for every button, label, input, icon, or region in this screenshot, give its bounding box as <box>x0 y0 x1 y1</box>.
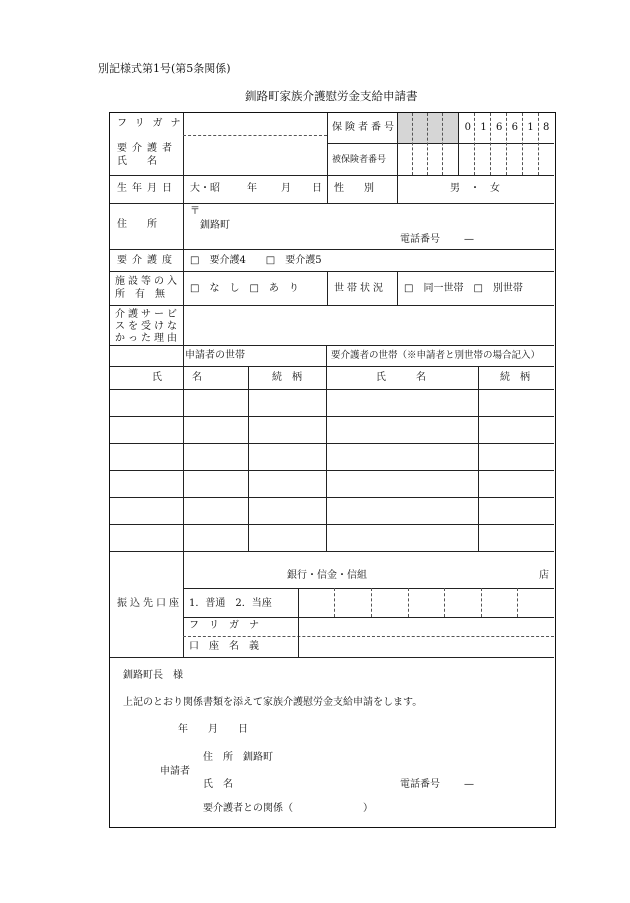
insurer-digit: 8 <box>543 122 550 133</box>
postal-mark: 〒 <box>190 206 200 217</box>
facility-label-2: 所 有 無 <box>115 289 165 300</box>
col-relation-right: 続 柄 <box>500 372 530 383</box>
insurer-digit: 6 <box>511 122 519 133</box>
care-household-header: 要介護者の世帯（※申請者と別世帯の場合記入） <box>331 350 541 361</box>
insurer-number-label: 保険者番号 <box>332 122 397 133</box>
declaration-date: 年 月 日 <box>178 724 248 735</box>
applicant-household-header: 申請者の世帯 <box>185 350 245 361</box>
insurer-number-value <box>460 122 554 134</box>
col-relation-left: 続 柄 <box>272 372 302 383</box>
account-type-options[interactable]: 1．普通 2．当座 <box>189 598 272 609</box>
facility-label: 施設等の入 <box>115 276 180 287</box>
birth-era-options: 大・昭 <box>190 183 220 194</box>
branch-label: 店 <box>539 570 549 581</box>
phone-dash: — <box>464 234 474 245</box>
insured-number-label: 被保険者番号 <box>332 155 387 165</box>
reason-label: 介護サービ <box>115 309 180 320</box>
facility-options[interactable]: □ な し □ あ り <box>190 283 299 294</box>
applicant-address: 住 所 釧路町 <box>203 752 273 763</box>
declaration-statement: 上記のとおり関係書類を添えて家族介護慰労金支給申請をします。 <box>123 697 423 708</box>
bank-account-label: 振込先口座 <box>117 598 182 609</box>
address-label: 住 所 <box>117 219 157 230</box>
applicant-name: 氏 名 <box>203 779 233 790</box>
reason-label-3: かった理由 <box>115 333 180 344</box>
insurer-digit: 1 <box>480 122 487 133</box>
account-holder-label: 口 座 名 義 <box>189 641 259 652</box>
name-label: 氏 名 <box>117 156 157 167</box>
sex-label: 性 別 <box>334 183 374 194</box>
account-furigana-label: フ リ ガ ナ <box>189 620 259 631</box>
col-name-right: 氏 名 <box>376 372 426 383</box>
insurer-digit: 6 <box>495 122 503 133</box>
phone-label: 電話番号 <box>400 234 440 245</box>
relation-line: 要介護者との関係（ ） <box>203 803 373 814</box>
birth-year-label: 年 <box>247 183 257 194</box>
addressee: 釧路町長 様 <box>123 670 183 681</box>
applicant-phone-label: 電話番号 <box>400 779 440 790</box>
bank-type-options[interactable]: 銀行・信金・信組 <box>287 570 367 581</box>
birth-day-label: 日 <box>312 183 322 194</box>
insurer-digit: 1 <box>527 122 534 133</box>
applicant-label: 申請者 <box>160 766 190 777</box>
household-status-label: 世帯状況 <box>334 283 386 294</box>
sex-options[interactable]: 男 ・ 女 <box>450 183 500 194</box>
insurer-digit: 0 <box>464 122 472 133</box>
col-name-left: 氏 名 <box>152 372 202 383</box>
applicant-phone-dash: — <box>464 779 474 790</box>
furigana-label: フリガナ <box>117 118 189 129</box>
household-status-options[interactable]: □ 同一世帯 □ 別世帯 <box>404 283 523 294</box>
care-level-label: 要介護度 <box>117 255 177 266</box>
form-reference: 別記様式第1号(第5条関係) <box>98 62 231 75</box>
birth-label: 生年月日 <box>117 183 177 194</box>
care-level-options[interactable]: □ 要介護4 □ 要介護5 <box>190 255 322 266</box>
form-title: 釧路町家族介護慰労金支給申請書 <box>245 89 418 103</box>
reason-label-2: スを受けな <box>115 321 180 332</box>
address-value: 釧路町 <box>200 220 230 231</box>
care-person-label: 要介護者 <box>117 143 177 154</box>
birth-month-label: 月 <box>281 183 291 194</box>
